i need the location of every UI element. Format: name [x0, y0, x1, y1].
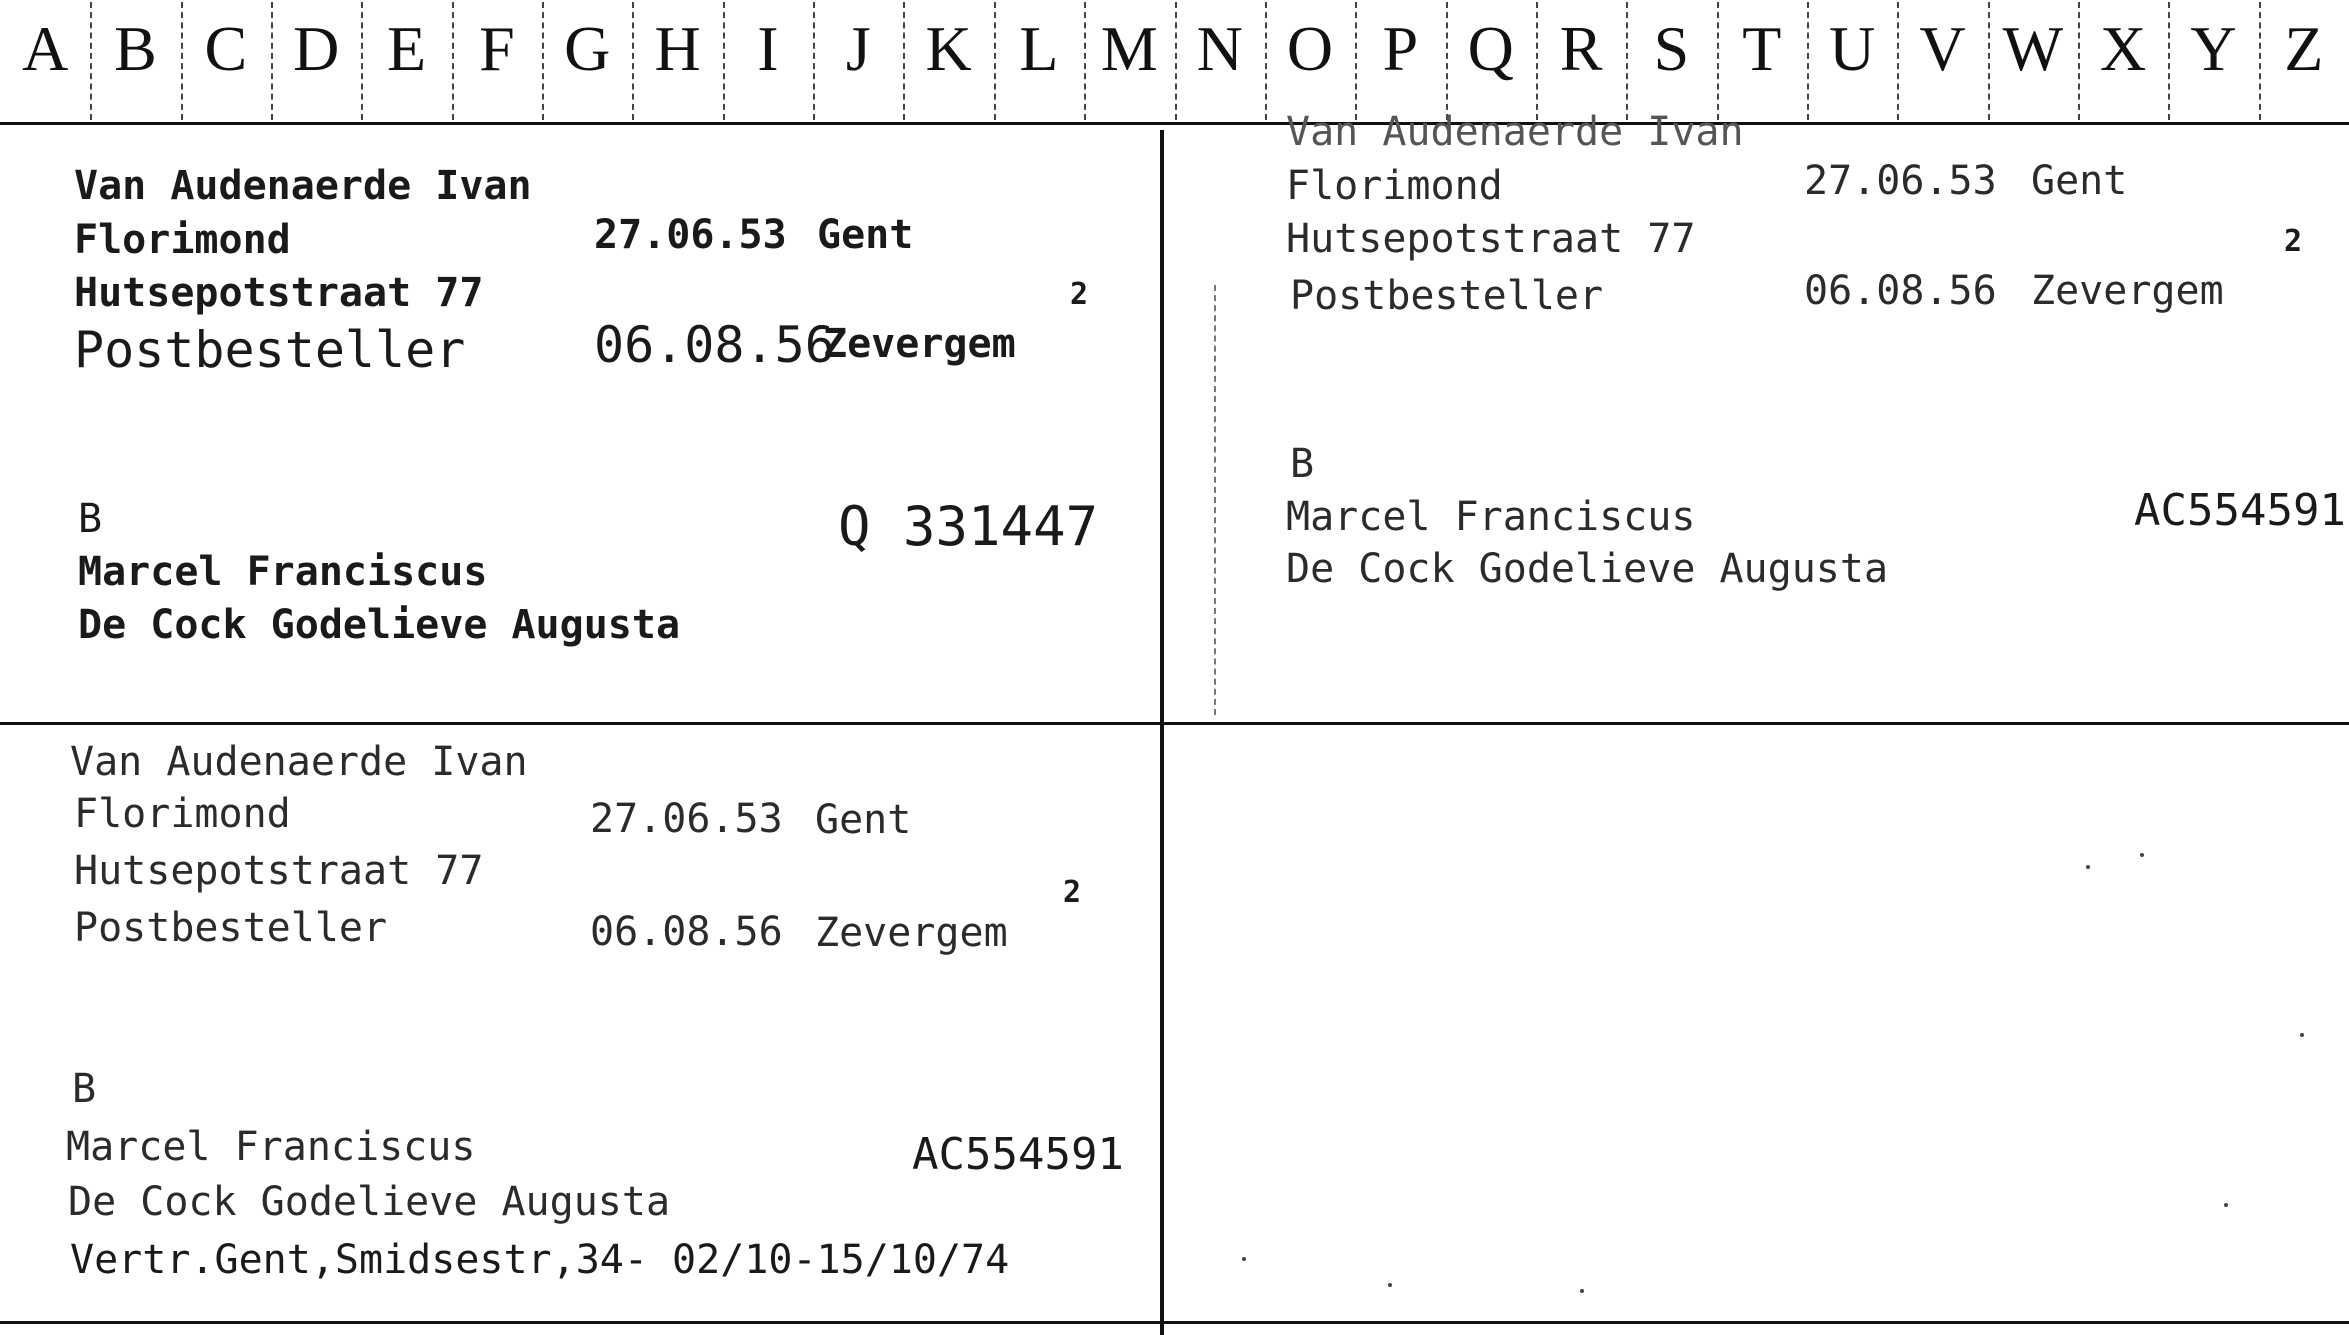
alphabet-divider	[1084, 2, 1087, 120]
alphabet-letter-f: F	[479, 13, 515, 84]
occupation: Postbesteller	[74, 321, 466, 379]
alphabet-divider	[813, 2, 816, 120]
alphabet-letter-j: J	[845, 13, 871, 84]
alphabet-letter-u: U	[1828, 13, 1876, 84]
first-names: Florimond	[74, 791, 291, 837]
address: Hutsepotstraat 77	[1286, 216, 1696, 262]
alphabet-divider	[2078, 2, 2081, 120]
mother-name: De Cock Godelieve Augusta	[68, 1179, 671, 1225]
alphabet-letter-m: M	[1100, 13, 1158, 84]
alphabet-divider	[90, 2, 93, 120]
status-letter: B	[72, 1066, 97, 1112]
alphabet-divider	[1717, 2, 1720, 120]
alphabet-divider	[181, 2, 184, 120]
id-code: Q 331447	[838, 495, 1099, 558]
alphabet-letter-d: D	[293, 13, 340, 84]
marker-number: 2	[1063, 875, 1082, 910]
alphabet-letter-c: C	[204, 13, 248, 84]
alphabet-divider	[1355, 2, 1358, 120]
card-vertical-divider	[1160, 130, 1164, 1335]
alphabet-divider	[2259, 2, 2262, 120]
alphabet-letter-h: H	[654, 13, 701, 84]
status-letter: B	[1290, 441, 1315, 487]
date-2: 06.08.56	[1804, 268, 1997, 314]
alphabet-divider	[632, 2, 635, 120]
alphabet-divider	[723, 2, 726, 120]
first-names: Florimond	[1286, 163, 1503, 209]
alphabet-divider	[271, 2, 274, 120]
father-name: Marcel Franciscus	[66, 1124, 476, 1170]
alphabet-letter-e: E	[387, 13, 427, 84]
paper-speck	[1580, 1289, 1584, 1293]
index-card-2	[1166, 109, 2349, 722]
first-names: Florimond	[74, 217, 291, 263]
date-2: 06.08.56	[594, 316, 835, 374]
alphabet-letter-r: R	[1559, 13, 1603, 84]
address: Hutsepotstraat 77	[74, 848, 484, 894]
alphabet-letter-b: B	[114, 13, 157, 84]
alphabet-divider	[1446, 2, 1449, 120]
alphabet-index-bar	[0, 0, 2349, 125]
alphabet-divider	[1988, 2, 1991, 120]
alphabet-divider	[1626, 2, 1629, 120]
mother-name: De Cock Godelieve Augusta	[78, 602, 681, 648]
birth-date: 27.06.53	[1804, 158, 1997, 204]
birth-place: Gent	[817, 212, 914, 258]
alphabet-letter-k: K	[925, 13, 972, 84]
person-name: Van Audenaerde Ivan	[74, 163, 532, 209]
alphabet-letter-o: O	[1286, 13, 1334, 84]
alphabet-divider	[994, 2, 997, 120]
alphabet-divider	[1536, 2, 1539, 120]
paper-speck	[1242, 1257, 1246, 1261]
paper-speck	[2224, 1203, 2228, 1207]
relocation-note: Vertr.Gent,Smidsestr,34- 02/10-15/10/74	[70, 1237, 1010, 1283]
alphabet-divider	[361, 2, 364, 120]
alphabet-divider	[1265, 2, 1268, 120]
alphabet-divider	[903, 2, 906, 120]
birth-date: 27.06.53	[590, 796, 783, 842]
person-name: Van Audenaerde Ivan	[1286, 109, 1744, 155]
card-bottom-edge	[0, 1321, 2349, 1324]
paper-speck	[2140, 853, 2144, 857]
marker-number: 2	[2284, 224, 2303, 259]
father-name: Marcel Franciscus	[1286, 494, 1696, 540]
birth-date: 27.06.53	[594, 212, 787, 258]
alphabet-divider	[1175, 2, 1178, 120]
alphabet-divider	[2168, 2, 2171, 120]
alphabet-letter-a: A	[22, 13, 69, 84]
alphabet-divider	[542, 2, 545, 120]
alphabet-letter-s: S	[1653, 13, 1690, 84]
id-code: AC554591	[912, 1129, 1124, 1180]
alphabet-letter-l: L	[1019, 13, 1059, 84]
alphabet-letter-p: P	[1382, 13, 1419, 84]
paper-speck	[2086, 865, 2090, 869]
occupation: Postbesteller	[74, 905, 388, 951]
alphabet-letter-x: X	[2100, 13, 2147, 84]
occupation: Postbesteller	[1290, 273, 1604, 319]
alphabet-letter-z: Z	[2284, 13, 2324, 84]
status-letter: B	[78, 496, 103, 542]
alphabet-letter-n: N	[1196, 13, 1243, 84]
index-card-1	[0, 125, 1160, 722]
alphabet-letter-g: G	[564, 13, 611, 84]
birth-place: Gent	[2031, 158, 2128, 204]
address: Hutsepotstraat 77	[74, 270, 484, 316]
place-2: Zevergem	[2031, 268, 2224, 314]
alphabet-letter-i: I	[757, 13, 779, 84]
birth-place: Gent	[815, 797, 912, 843]
alphabet-divider	[1897, 2, 1900, 120]
father-name: Marcel Franciscus	[78, 549, 488, 595]
index-card-3	[0, 725, 1160, 1321]
place-2: Zevergem	[815, 910, 1008, 956]
alphabet-letter-y: Y	[2190, 13, 2237, 84]
paper-speck	[2300, 1033, 2304, 1037]
alphabet-letter-t: T	[1742, 13, 1782, 84]
date-2: 06.08.56	[590, 909, 783, 955]
paper-speck	[1388, 1283, 1392, 1287]
alphabet-letter-q: Q	[1467, 13, 1514, 84]
alphabet-divider	[452, 2, 455, 120]
person-name: Van Audenaerde Ivan	[70, 739, 528, 785]
marker-number: 2	[1070, 277, 1089, 312]
alphabet-letter-w: W	[2002, 13, 2063, 84]
id-code: AC554591	[2134, 485, 2346, 536]
mother-name: De Cock Godelieve Augusta	[1286, 546, 1889, 592]
alphabet-divider	[1807, 2, 1810, 120]
index-card-4-empty	[1166, 725, 2349, 1321]
place-2: Zevergem	[823, 321, 1016, 367]
alphabet-letter-v: V	[1919, 13, 1966, 84]
